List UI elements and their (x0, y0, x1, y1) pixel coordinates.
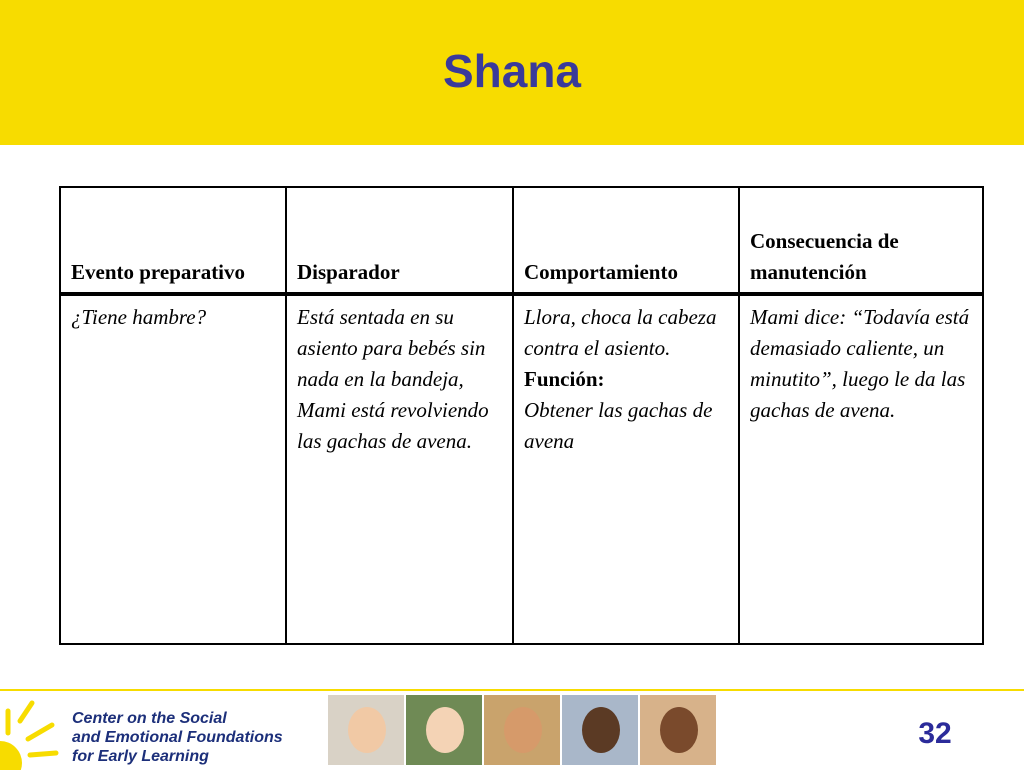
header-evento: Evento preparativo (60, 187, 286, 294)
organization-logo-text (72, 709, 283, 766)
funcion-value: Obtener las gachas de avena (524, 398, 713, 453)
logo-line: and Emotional Foundations (72, 729, 283, 746)
child-photo (328, 695, 404, 765)
slide-title: Shana (442, 45, 582, 97)
logo-line: Center on the Social (72, 710, 227, 727)
funcion-label: Función: (524, 367, 605, 391)
cell-evento: ¿Tiene hambre? (60, 294, 286, 644)
cell-disparador: Está sentada en su asiento para bebés sin nada en la bandeja, Mami está revolviendo las gachas de avena. (286, 294, 513, 644)
header-disparador: Disparador (286, 187, 513, 294)
footer (0, 689, 1024, 770)
cell-comportamiento (513, 294, 739, 644)
child-photo (406, 695, 482, 765)
header-consecuencia: Consecuencia de manutención (739, 187, 983, 294)
header-row (60, 187, 983, 294)
child-photo (484, 695, 560, 765)
header-comportamiento: Comportamiento (513, 187, 739, 294)
page-number: 32 (918, 717, 952, 750)
sun-logo-icon (0, 691, 70, 770)
table-row (60, 294, 983, 644)
cell-consecuencia: Mami dice: “Todavía está demasiado caliente, un minutito”, luego le da las gachas de avena. (739, 294, 983, 644)
child-photo (562, 695, 638, 765)
child-photo (640, 695, 716, 765)
comportamiento-text: Llora, choca la cabeza contra el asiento. (524, 305, 717, 360)
children-photos (328, 695, 718, 765)
logo-line: for Early Learning (72, 748, 209, 765)
behavior-table (59, 186, 984, 645)
